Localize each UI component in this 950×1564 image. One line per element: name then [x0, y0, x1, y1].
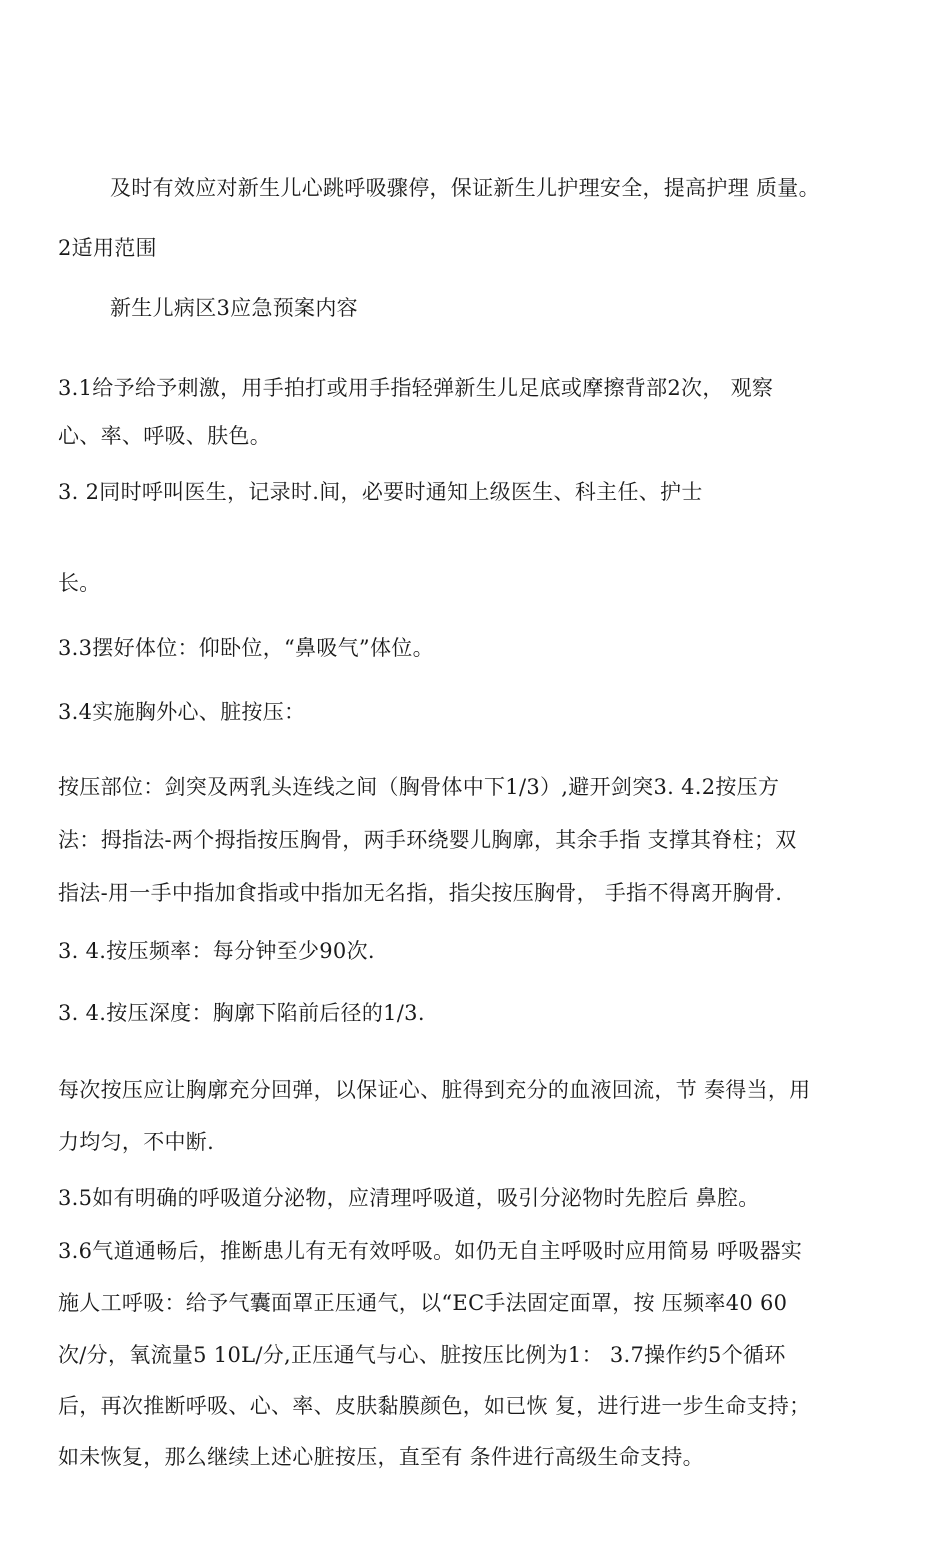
text-line-3-2-cont: 长。 — [58, 571, 101, 595]
text-line-3-6-cont-2: 次/分，氧流量5 10L/分,正压通气与心、脏按压比例为1： 3.7操作约5个循环 — [58, 1343, 786, 1367]
text-line-press-method: 法：拇指法-两个拇指按压胸骨，两手环绕婴儿胸廓，其余手指 支撑其脊柱；双 — [58, 828, 797, 852]
text-line-recoil: 每次按压应让胸廓充分回弹，以保证心、脏得到充分的血液回流，节 奏得当，用 — [58, 1078, 811, 1102]
text-line-3-1-cont: 心、率、呼吸、肤色。 — [58, 424, 271, 448]
text-line-3-6-cont-1: 施人工呼吸：给予气囊面罩正压通气，以“EC手法固定面罩，按 压频率40 60 — [58, 1291, 788, 1315]
text-line-press-method-cont: 指法-用一手中指加食指或中指加无名指，指尖按压胸骨， 手指不得离开胸骨. — [58, 881, 783, 905]
text-line-press-position: 按压部位：剑突及两乳头连线之间（胸骨体中下1/3）,避开剑突3. 4.2按压方 — [58, 775, 780, 799]
text-line-recoil-cont: 力均匀，不中断. — [58, 1130, 215, 1154]
text-line-press-rate: 3. 4.按压频率：每分钟至少90次. — [58, 939, 375, 963]
text-line-3-1: 3.1给予给予刺激，用手拍打或用手指轻弹新生儿足底或摩擦背部2次， 观察 — [58, 376, 774, 400]
text-line-3-5: 3.5如有明确的呼吸道分泌物，应清理呼吸道，吸引分泌物时先腔后 鼻腔。 — [58, 1186, 760, 1210]
text-line-scope-content: 新生儿病区3应急预案内容 — [110, 296, 358, 320]
text-line-3-4: 3.4实施胸外心、脏按压： — [58, 700, 306, 724]
text-line-3-3: 3.3摆好体位：仰卧位，“鼻吸气”体位。 — [58, 636, 434, 660]
text-line-purpose: 及时有效应对新生儿心跳呼吸骤停，保证新生儿护理安全，提高护理 质量。 — [110, 176, 820, 200]
text-line-3-7-cont-1: 后，再次推断呼吸、心、率、皮肤黏膜颜色，如已恢 复，进行进一步生命支持； — [58, 1394, 811, 1418]
text-line-press-depth: 3. 4.按压深度：胸廓下陷前后径的1/3. — [58, 1001, 425, 1025]
text-line-3-6: 3.6气道通畅后，推断患儿有无有效呼吸。如仍无自主呼吸时应用简易 呼吸器实 — [58, 1239, 803, 1263]
text-line-3-7-cont-2: 如未恢复，那么继续上述心脏按压，直至有 条件进行高级生命支持。 — [58, 1445, 704, 1469]
text-line-3-2: 3. 2同时呼叫医生，记录时.间，必要时通知上级医生、科主任、护士 — [58, 480, 703, 504]
section-heading-scope: 2适用范围 — [58, 236, 157, 260]
